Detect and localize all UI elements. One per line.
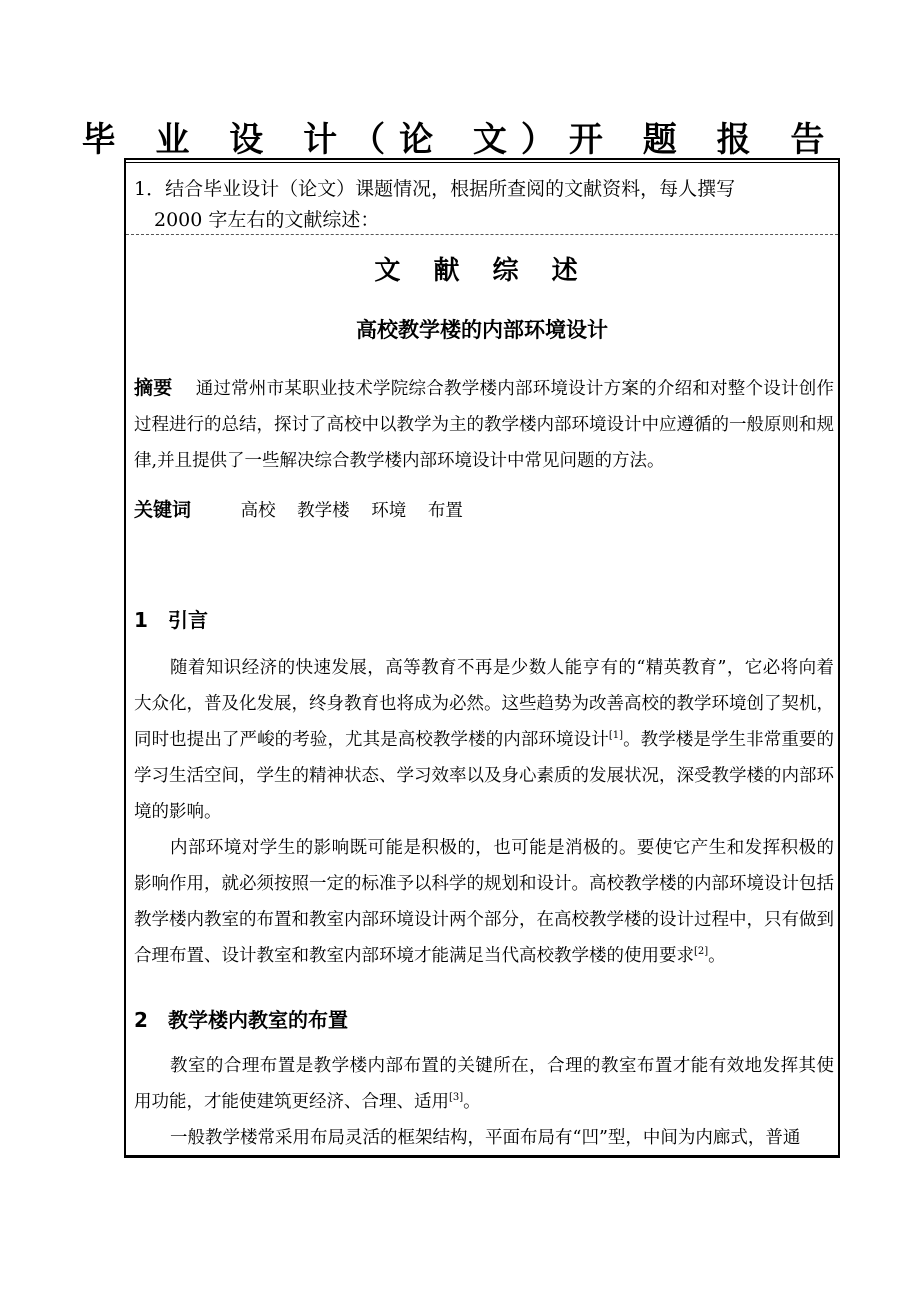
paragraph-text: 内部环境对学生的影响既可能是积极的，也可能是消极的。要使它产生和发挥积极的影响作用，就必须按照一定的标准予以科学的规划和设计。高校教学楼的内部环境设计包括教学楼内教室的布置和教室内部环境设计两个部分，在高校教学楼的设计过程中，只有做到合理布置、设计教室和教室内部环境才能满足当代高校教学楼的使用要求 [134,838,834,966]
citation-ref: [1] [608,730,623,741]
paragraph-text: 教室的合理布置是教学楼内部布置的关键所在，合理的教室布置才能有效地发挥其使用功能，才能使建筑更经济、合理、适用 [134,1056,834,1112]
abstract-text: 通过常州市某职业技术学院综合教学楼内部环境设计方案的介绍和对整个设计创作过程进行的总结，探讨了高校中以教学为主的教学楼内部环境设计中应遵循的一般原则和规律,并且提供了一些解决综合教学楼内部环境设计中常见问题的方法。 [134,379,834,471]
section-1-number: 1 [134,608,148,632]
instruction-line-2: 2000 字左右的文献综述： [154,209,380,231]
abstract [134,370,834,479]
paragraph-text: 。教学楼是学生非常重要的学习生活空间，学生的精神状态、学习效率以及身心素质的发展状况，深受教学楼的内部环境的影响。 [134,730,835,822]
keywords-label: 关键词 [134,499,192,521]
section-1-paragraph-2 [134,830,834,974]
instruction-text [134,174,824,236]
dashed-divider [126,234,838,235]
keywords [134,492,834,529]
section-1-paragraph-1 [134,650,834,830]
paragraph-text: 随着知识经济的快速发展，高等教育不再是少数人能亨有的“精英教育”，它必将向着大众化，普及化发展，终身教育也将成为必然。这些趋势为改善高校的教学环境创了契机，同时也提出了严峻的考验，尤其是高校教学楼的内部环境设计 [134,658,834,750]
keyword-item: 布置 [427,501,463,521]
paragraph-text: 。 [708,946,726,966]
section-2-paragraph-2: 一般教学楼常采用布局灵活的框架结构，平面布局有“凹”型，中间为内廊式，普通 [170,1128,801,1148]
section-1-title: 引言 [168,608,208,632]
keyword-item: 高校 [240,501,276,521]
page-title: 毕 业 设 计（论 文）开 题 报 告 [81,120,839,160]
instruction-line-1: 1．结合毕业设计（论文）课题情况，根据所查阅的文献资料，每人撰写 [134,178,736,200]
section-heading: 文 献 综 述 [374,256,590,286]
paragraph-text: 。 [463,1092,481,1112]
section-1-heading [134,604,208,633]
section-2-heading [134,1004,348,1033]
top-double-rule [126,162,838,163]
abstract-label: 摘要 [134,377,173,399]
paper-title: 高校教学楼的内部环境设计 [356,317,608,342]
citation-ref: [3] [449,1092,464,1103]
keyword-item: 环境 [371,501,407,521]
section-2-title: 教学楼内教室的布置 [168,1008,348,1032]
section-2-number: 2 [134,1008,148,1032]
keyword-item: 教学楼 [297,501,350,521]
section-2-paragraph-1 [134,1048,834,1120]
report-frame [124,158,840,1158]
citation-ref: [2] [694,946,709,957]
